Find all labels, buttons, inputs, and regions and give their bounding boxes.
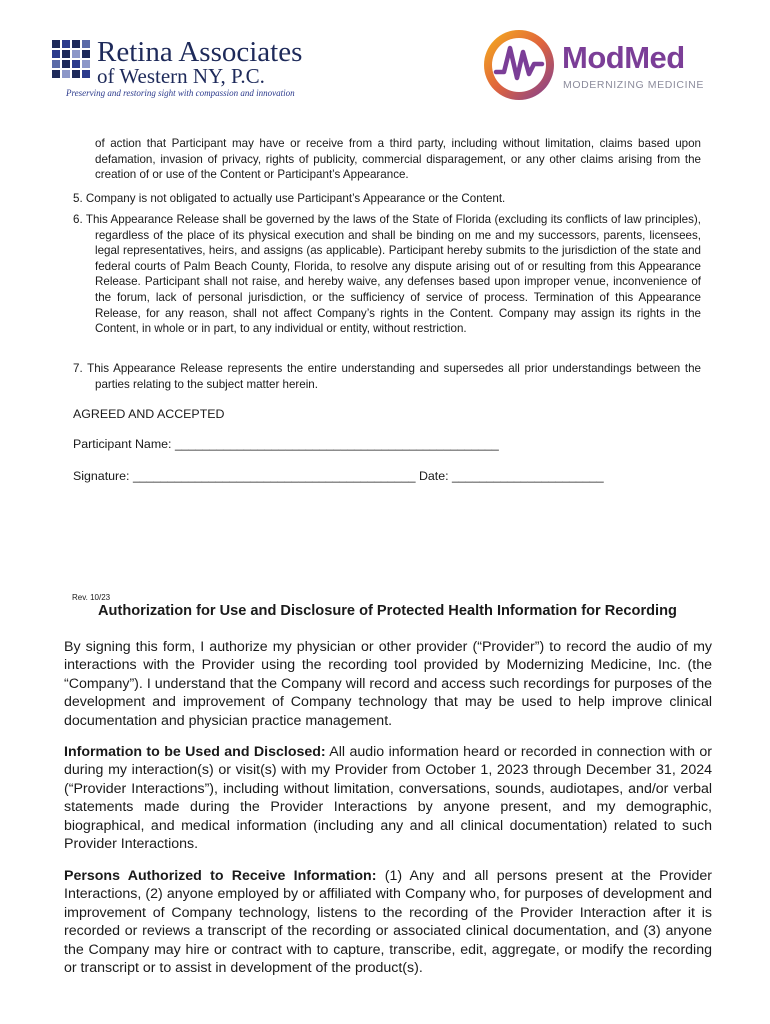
date-label: Date: bbox=[418, 469, 449, 483]
retina-associates-logo bbox=[50, 38, 310, 100]
grid-logo-icon bbox=[50, 38, 94, 84]
retina-logo-line2: of Western NY, P.C. bbox=[97, 64, 265, 88]
retina-logo-line1: Retina Associates bbox=[97, 36, 303, 68]
persons-authorized-paragraph bbox=[64, 867, 712, 977]
page-header bbox=[0, 0, 770, 112]
item-text: Company is not obligated to actually use Participant’s Appearance or the Content. bbox=[85, 192, 506, 205]
modmed-m-wave-icon bbox=[482, 28, 556, 102]
signature-line[interactable]: _________________________________________ bbox=[132, 469, 416, 483]
item-text: This Appearance Release shall be governed by the laws of the State of Florida (excluding its conflicts of law principles), regardless of the place of its physical execution and shall be binding on me and my successors, parents, licensees, legal representatives, heirs, and assigns (as applicable). Participant hereby submits to the jurisdiction of the state and federal courts of Palm Beach County, Florida, to resolve any dispute arising out of or resulting from this Appearance Release. Participant shall not raise, and hereby waive, any defenses based upon improper venue, inconvenience of the forum, lack of personal jurisdiction, or the sufficiency of service of process. Termination of this Appearance Release, for any reason, shall not affect Company’s rights in the Content. Company may assign its rights in the Content, in whole or in part, to any individual or entity, without restriction. bbox=[85, 213, 701, 336]
participant-name-label: Participant Name: bbox=[73, 437, 172, 451]
item-number: 5. bbox=[73, 192, 83, 205]
information-used-paragraph bbox=[64, 743, 712, 853]
agreed-heading: AGREED AND ACCEPTED bbox=[73, 407, 225, 421]
release-item-5 bbox=[73, 191, 701, 207]
participant-name-line[interactable]: _______________________________________________ bbox=[174, 437, 499, 451]
item-number: 7. bbox=[73, 362, 83, 375]
item-number: 6. bbox=[73, 213, 83, 226]
participant-name-field[interactable] bbox=[73, 437, 499, 451]
item-text: This Appearance Release represents the entire understanding and supersedes all prior understandings between the parties relating to the subject matter herein. bbox=[87, 362, 702, 391]
release-item-7 bbox=[73, 361, 701, 392]
persons-authorized-heading: Persons Authorized to Receive Information: bbox=[64, 868, 377, 884]
release-continuation: of action that Participant may have or receive from a third party, including without limitation, claims based upon defamation, invasion of privacy, rights of publicity, commercial disparagement, or any other claims arising from the creation of or use of the Content or Participant’s Appearance. bbox=[95, 137, 701, 182]
persons-authorized-text: (1) Any and all persons present at the Provider Interactions, (2) anyone employed by or affiliated with Company who, for purposes of development and improvement of Company technology, listens to the recording of the Provider Interaction after it is recorded or reviews a transcript of the recording or associated clinical documentation, and (3) anyone the Company may hire or contract with to capture, transcribe, edit, aggregate, or modify the recording or transcript or to assist in development of the product(s). bbox=[64, 868, 712, 977]
authorization-title: Authorization for Use and Disclosure of Protected Health Information for Recording bbox=[98, 603, 677, 619]
signature-row bbox=[73, 469, 604, 483]
modmed-logo bbox=[482, 28, 732, 108]
modmed-brand: ModMed bbox=[562, 40, 685, 75]
modmed-tagline: MODERNIZING MEDICINE bbox=[563, 79, 704, 91]
date-line[interactable]: ______________________ bbox=[452, 469, 604, 483]
information-used-text: All audio information heard or recorded in connection with or during my interaction(s) or visit(s) with my Provider from October 1, 2023 through December 31, 2024 (“Provider Interactions”), including without limitation, conversations, sounds, audiotapes, and/or verbal statements made during the Provider Interactions by anyone present, and my demographic, biographical, and medical information (including any and all clinical documentation) related to such Provider Interactions. bbox=[64, 744, 712, 853]
information-used-heading: Information to be Used and Disclosed: bbox=[64, 744, 326, 760]
signature-label: Signature: bbox=[73, 469, 130, 483]
release-item-6 bbox=[73, 212, 701, 337]
authorization-intro: By signing this form, I authorize my physician or other provider (“Provider”) to record the audio of my interactions with the Provider using the recording tool provided by Modernizing Medicine, Inc. (the “Company”). I understand that the Company will record and access such recordings for purposes of the development and improvement of Company technology that may be used to help improve clinical documentation and physician practice management. bbox=[64, 639, 712, 729]
retina-logo-tagline: Preserving and restoring sight with compassion and innovation bbox=[66, 88, 295, 98]
revision-label: Rev. 10/23 bbox=[72, 593, 111, 602]
